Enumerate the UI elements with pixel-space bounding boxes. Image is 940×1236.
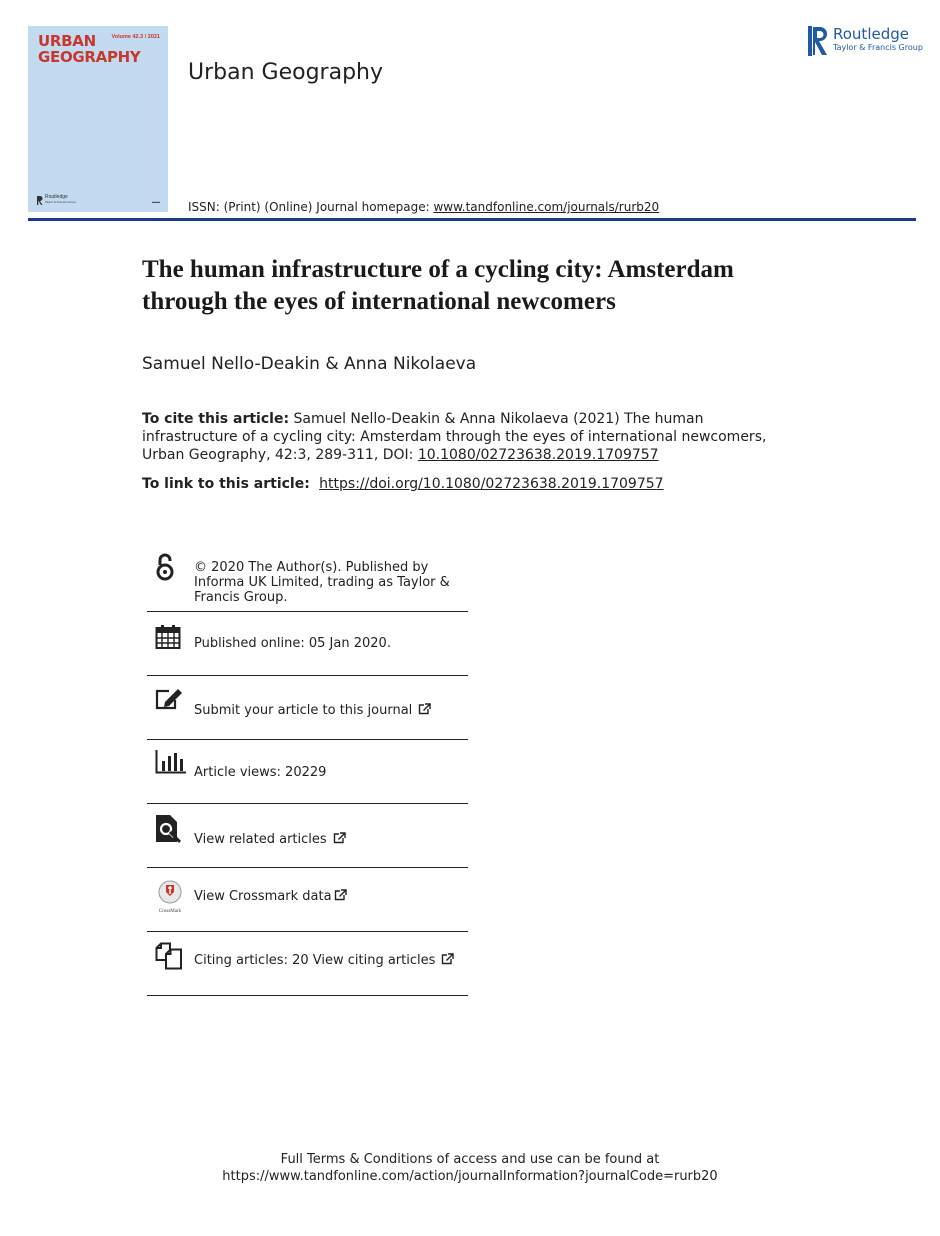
info-row-citing[interactable] (147, 932, 468, 996)
info-row-crossmark[interactable] (147, 868, 468, 932)
issn-text: ISSN: (Print) (Online) Journal homepage: (188, 200, 434, 214)
citation-block (142, 410, 802, 464)
external-link-icon (418, 703, 431, 715)
bar-chart-icon (155, 750, 187, 774)
routledge-sub: Taylor & Francis Group (833, 43, 923, 52)
footer (0, 1151, 940, 1185)
routledge-name: Routledge (833, 25, 909, 43)
journal-homepage-link[interactable]: www.tandfonline.com/journals/rurb20 (433, 200, 660, 214)
header-rule (28, 218, 916, 221)
info-text-published: Published online: 05 Jan 2020. (194, 636, 391, 651)
link-label: To link to this article: (142, 476, 315, 492)
doi-link[interactable]: 10.1080/02723638.2019.1709757 (417, 447, 659, 463)
cover-title-line2: GEOGRAPHY (38, 48, 141, 66)
info-row-related[interactable] (147, 804, 468, 868)
external-link-icon (441, 953, 454, 965)
info-row-published (147, 612, 468, 676)
footer-line1: Full Terms & Conditions of access and use can be found at (280, 1152, 660, 1167)
article-title: The human infrastructure of a cycling city: Amsterdam through the eyes of international newcomers (142, 256, 734, 315)
open-access-icon (155, 553, 175, 583)
citing-articles-link[interactable]: Citing articles: 20 View citing articles (194, 953, 436, 968)
external-link-icon (334, 889, 347, 901)
routledge-logo (808, 26, 923, 56)
routledge-mini-icon (36, 196, 43, 205)
cover-publisher (36, 195, 76, 205)
crossmark-link[interactable]: View Crossmark data (194, 889, 332, 904)
citing-articles-icon (155, 942, 183, 970)
external-link-icon (333, 832, 346, 844)
info-text-citing (194, 953, 474, 968)
article-authors: Samuel Nello-Deakin & Anna Nikolaeva (142, 354, 477, 374)
info-row-views (147, 740, 468, 804)
crossmark-label: CrossMark (158, 909, 182, 914)
search-document-icon (155, 814, 181, 844)
info-text-views: Article views: 20229 (194, 765, 327, 780)
related-articles-link[interactable]: View related articles (194, 832, 327, 847)
crossmark-badge-icon (158, 880, 182, 904)
journal-name[interactable]: Urban Geography (188, 60, 383, 85)
issn-line (188, 200, 659, 214)
journal-cover (28, 26, 168, 212)
article-info-list (147, 548, 468, 996)
info-text-submit (194, 703, 474, 718)
cover-volume: Volume 42.3 / 2021 (111, 34, 160, 40)
cover-title-line1: URBAN (38, 32, 96, 50)
info-text-crossmark (194, 889, 474, 904)
cover-publisher-name: Routledge (45, 194, 68, 200)
cite-text: Samuel Nello-Deakin & Anna Nikolaeva (2021) The human infrastructure of a cycling city: Amsterdam through the eyes of international newcomers, Urban Geography, 42:3, 289-311, DOI: (142, 411, 767, 463)
cover-publisher-sub: Taylor & Francis Group (45, 200, 76, 204)
info-row-license (147, 548, 468, 612)
edit-icon (155, 688, 183, 710)
routledge-r-icon (808, 26, 828, 56)
info-text-license: © 2020 The Author(s). Published by Informa UK Limited, trading as Taylor & Francis Group. (194, 560, 450, 605)
submit-article-link[interactable]: Submit your article to this journal (194, 703, 413, 718)
info-text-related (194, 832, 474, 847)
article-doi-url[interactable]: https://doi.org/10.1080/02723638.2019.1709757 (319, 476, 664, 492)
footer-terms-url[interactable]: https://www.tandfonline.com/action/journalInformation?journalCode=rurb20 (222, 1169, 718, 1184)
cover-issn-mark: ▬▬ (152, 199, 160, 204)
cite-label: To cite this article: (142, 411, 290, 427)
crossmark-icon (156, 880, 184, 914)
article-link-block (142, 476, 664, 492)
info-row-submit[interactable] (147, 676, 468, 740)
calendar-icon (155, 624, 181, 650)
